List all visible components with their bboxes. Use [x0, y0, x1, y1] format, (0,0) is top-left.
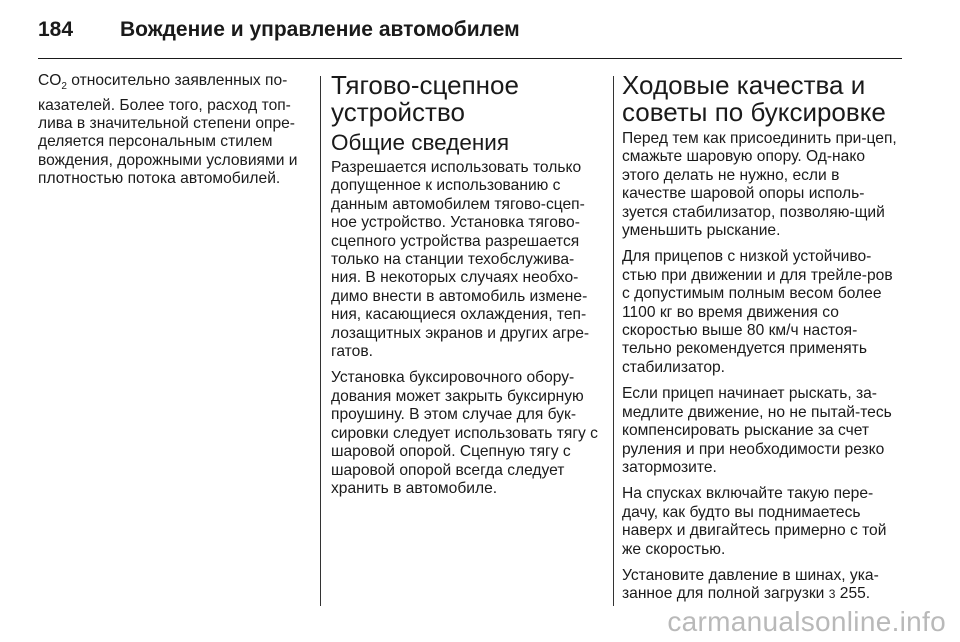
watermark: carmanualsonline.info: [667, 606, 946, 637]
header-divider: [38, 58, 902, 59]
co2-prefix: CO: [38, 72, 62, 89]
paragraph: На спусках включайте такую пере-дачу, как будто вы поднимаетесь наверх и двигайтесь примерно с той же скоростью.: [622, 485, 887, 558]
column-right: [622, 72, 904, 604]
paragraph: Для прицепов с низкой устойчиво-стью при движении и для трейле-ров с допустимым полным весом более 1100 кг во время движения со скоростью выше 80 км/ч настоя-тельно рекомендуется применять стабилизатор.: [622, 248, 893, 376]
paragraph: Установка буксировочного обору-дования может закрыть буксирную проушину. В этом случае для бук-сировки следует использовать тягу с шаровой опорой. Сцепную тягу с шаровой опорой всегда следует хранить в автомобиле.: [331, 369, 598, 497]
column-divider-1: [320, 76, 321, 606]
fuel-consumption-paragraph: [38, 72, 314, 189]
tyre-pressure-paragraph: [622, 567, 904, 604]
paragraph: Разрешается использовать только допущенное к использованию с данным автомобилем тягово-сцеп-ное устройство. Установка тягово-сцепного устройства разрешается только на станции техобслужива-ния. В некоторых случаях необхо-димо внести в автомобиль измене-ния, касающиеся охлаждения, теп-лозащитных экранов и других агре-гатов.: [331, 159, 590, 361]
page-number: 184: [38, 18, 74, 41]
chapter-title: Вождение и управление автомобилем: [120, 18, 520, 41]
page-header: [38, 14, 922, 54]
page-reference-link[interactable]: 255.: [839, 585, 871, 603]
co2-subscript: 2: [61, 81, 67, 93]
towbar-heading: Тягово-сцепное устройство: [331, 70, 519, 127]
driving-tips-heading: Ходовые качества и советы по буксировке: [622, 70, 886, 127]
column-left: [38, 72, 314, 197]
paragraph: Перед тем как присоединить при-цеп, смажьте шаровую опору. Од-нако этого делать не нужно, если в качестве шаровой опоры исполь-зуется стабилизатор, позволяю-щий уменьшить рыскание.: [622, 130, 897, 240]
page-reference-arrow-icon: 3: [828, 587, 836, 602]
column-middle: [331, 72, 603, 506]
paragraph: Если прицеп начинает рыскать, за-медлите движение, но не пытай-тесь компенсировать рыскание за счет руления и при необходимости резко затормозите.: [622, 385, 892, 476]
general-info-subheading: Общие сведения: [331, 130, 510, 155]
column-divider-2: [613, 76, 614, 606]
paragraph-text: Установите давление в шинах, ука-занное для полной загрузки: [622, 566, 879, 603]
paragraph-text: относительно заявленных по-казателей. Более того, расход топ-лива в значительной степени опре-деляется персональным стилем вождения, дорожными условиями и плотностью потока автомобилей.: [38, 72, 298, 188]
